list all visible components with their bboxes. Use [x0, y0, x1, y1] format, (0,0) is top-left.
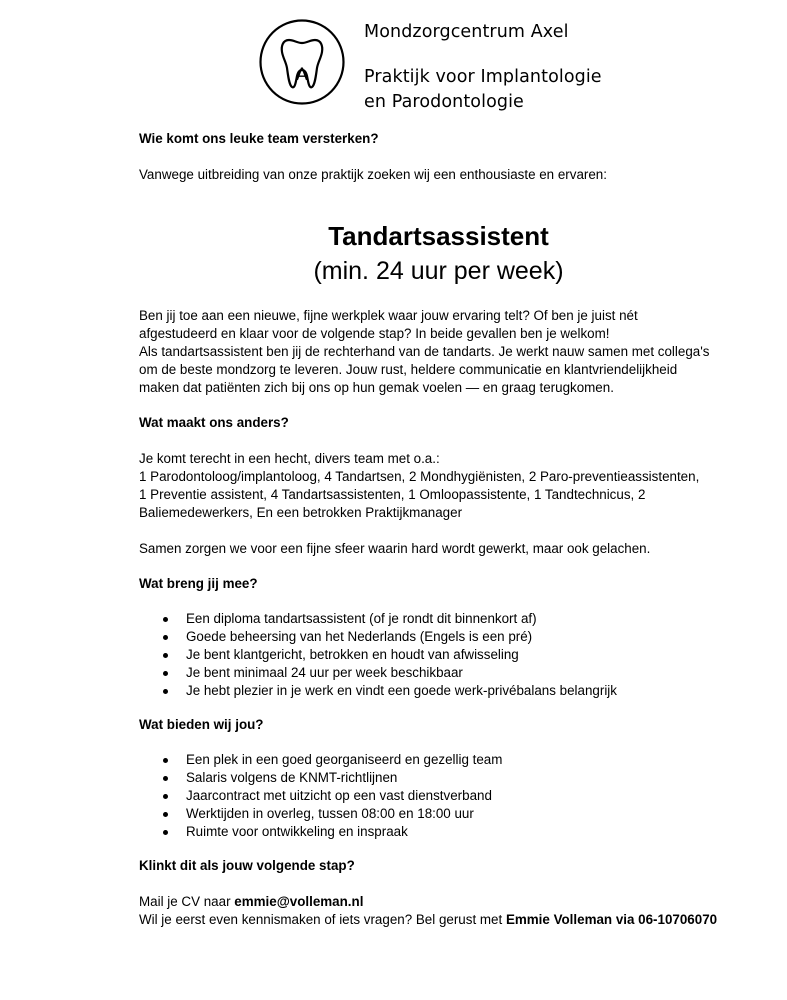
mail-prefix: Mail je CV naar: [139, 894, 235, 909]
practice-subtitle-line1: Praktijk voor Implantologie: [364, 67, 602, 87]
requirements-heading: Wat breng jij mee?: [139, 576, 258, 591]
practice-name: Mondzorgcentrum Axel: [364, 22, 569, 42]
contact-person: Emmie Volleman via 06-10706070: [505, 912, 718, 927]
tooth-logo: [259, 19, 345, 105]
description-line: maken dat patiënten zich bij ons op hun gemak voelen — en graag terugkomen.: [139, 380, 614, 395]
contact-heading: Klinkt dit als jouw volgende stap?: [139, 858, 355, 873]
requirement-text: Je hebt plezier in je werk en vindt een goede werk-privébalans belangrijk: [186, 683, 617, 698]
bullet-icon: [163, 617, 168, 622]
bullet-icon: [163, 794, 168, 799]
bullet-icon: [163, 671, 168, 676]
team-line: 1 Parodontoloog/implantoloog, 4 Tandartsen, 2 Mondhygiënisten, 2 Paro-preventieassistenten,: [139, 469, 700, 484]
requirement-text: Een diploma tandartsassistent (of je rondt dit binnenkort af): [186, 611, 537, 626]
mail-line: [139, 893, 363, 911]
team-line: 1 Preventie assistent, 4 Tandartsassistenten, 1 Omloopassistente, 1 Tandtechnicus, 2: [139, 487, 646, 502]
email-link[interactable]: emmie@volleman.nl: [234, 894, 364, 909]
bullet-icon: [163, 830, 168, 835]
bullet-icon: [163, 653, 168, 658]
team-line: Baliemedewerkers, En een betrokken Praktijkmanager: [139, 505, 463, 520]
offer-heading: Wat bieden wij jou?: [139, 717, 264, 732]
bullet-icon: [163, 758, 168, 763]
offer-text: Werktijden in overleg, tussen 08:00 en 18:00 uur: [186, 806, 474, 821]
offer-text: Jaarcontract met uitzicht op een vast dienstverband: [186, 788, 492, 803]
requirement-text: Je bent minimaal 24 uur per week beschikbaar: [186, 665, 463, 680]
logo-letter: A: [296, 65, 308, 85]
job-title: Tandartsassistent: [328, 221, 549, 251]
tooth-icon: [259, 19, 345, 105]
atmosphere-text: Samen zorgen we voor een fijne sfeer waarin hard wordt gewerkt, maar ook gelachen.: [139, 541, 651, 556]
bullet-icon: [163, 776, 168, 781]
description-line: afgestudeerd en klaar voor de volgende stap? In beide gevallen ben je welkom!: [139, 326, 610, 341]
bullet-icon: [163, 812, 168, 817]
bullet-icon: [163, 635, 168, 640]
intro-text: Vanwege uitbreiding van onze praktijk zoeken wij een enthousiaste en ervaren:: [139, 167, 607, 182]
bullet-icon: [163, 689, 168, 694]
offer-text: Ruimte voor ontwikkeling en inspraak: [186, 824, 408, 839]
description-line: Ben jij toe aan een nieuwe, fijne werkplek waar jouw ervaring telt? Of ben je juist nét: [139, 308, 638, 323]
different-heading: Wat maakt ons anders?: [139, 415, 289, 430]
requirement-text: Goede beheersing van het Nederlands (Engels is een pré): [186, 629, 533, 644]
offer-text: Salaris volgens de KNMT-richtlijnen: [186, 770, 398, 785]
intro-heading: Wie komt ons leuke team versterken?: [139, 131, 379, 146]
offer-text: Een plek in een goed georganiseerd en gezellig team: [186, 752, 503, 767]
call-line: [139, 911, 717, 929]
requirement-text: Je bent klantgericht, betrokken en houdt van afwisseling: [186, 647, 519, 662]
job-hours: (min. 24 uur per week): [313, 257, 564, 285]
description-line: om de beste mondzorg te leveren. Jouw rust, heldere communicatie en klantvriendelijkheid: [139, 362, 678, 377]
call-prefix: Wil je eerst even kennismaken of iets vragen? Bel gerust met: [139, 912, 506, 927]
practice-subtitle-line2: en Parodontologie: [364, 92, 524, 112]
team-line: Je komt terecht in een hecht, divers team met o.a.:: [139, 451, 440, 466]
description-line: Als tandartsassistent ben jij de rechterhand van de tandarts. Je werkt nauw samen met collega's: [139, 344, 710, 359]
